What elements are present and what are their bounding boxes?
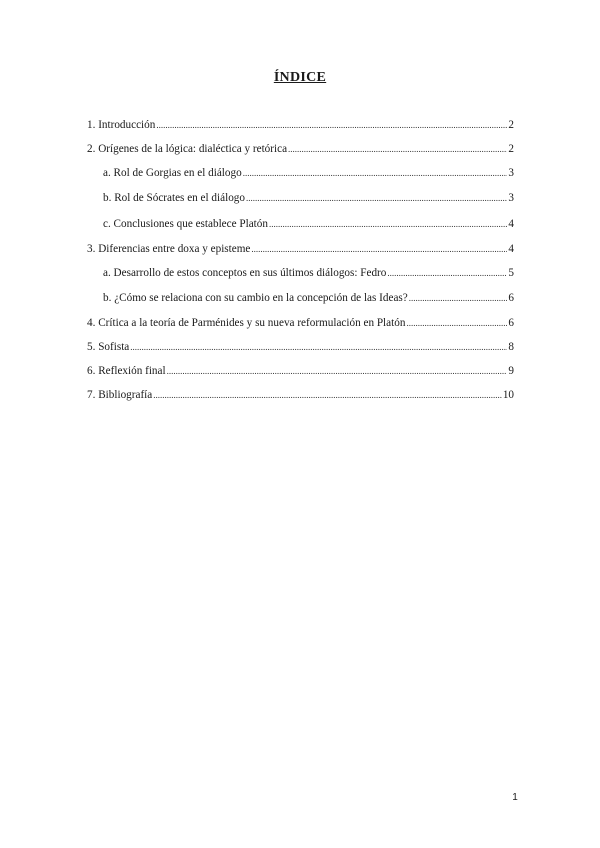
toc-leader-dots [130,340,507,354]
toc-entry-page: 6 [508,317,514,329]
toc-leader-dots [153,388,502,402]
toc-entry-page: 5 [508,267,514,279]
toc-entry-page: 4 [508,218,514,230]
toc-entry-socrates[interactable] [103,191,514,205]
toc-entry-bibliografia[interactable] [87,388,514,402]
toc-entry-text: 2. Orígenes de la lógica: dialéctica y retórica [87,143,288,155]
toc-entry-text: 7. Bibliografía [87,389,153,401]
toc-leader-dots [406,316,507,330]
toc-entry-origenes[interactable] [87,142,514,156]
toc-entry-diferencias[interactable] [87,242,514,256]
toc-leader-dots [387,266,507,280]
toc-entry-page: 3 [508,192,514,204]
toc-entry-text: 4. Crítica a la teoría de Parménides y su nueva reformulación en Platón [87,317,406,329]
toc-leader-dots [167,364,508,378]
toc-entry-text: 5. Sofista [87,341,130,353]
toc-entry-page: 9 [508,365,514,377]
toc-entry-parmenides[interactable] [87,316,514,330]
toc-entry-conclusiones[interactable] [103,217,514,231]
toc-title: ÍNDICE [273,70,327,85]
toc-entry-ideas[interactable] [103,291,514,305]
toc-leader-dots [243,166,508,180]
toc-entry-page: 2 [508,143,514,155]
toc-entry-text: b. Rol de Sócrates en el diálogo [103,192,245,204]
toc-entry-page: 6 [508,292,514,304]
toc-entry-text: 1. Introducción [87,119,156,131]
toc-entry-page: 4 [508,243,514,255]
toc-entry-text: a. Rol de Gorgias en el diálogo [103,167,242,179]
page-number: 1 [512,792,518,803]
toc-entry-page: 2 [508,119,514,131]
toc-leader-dots [288,142,507,156]
toc-entry-reflexion[interactable] [87,364,514,378]
toc-leader-dots [246,191,507,205]
toc-entry-text: 3. Diferencias entre doxa y episteme [87,243,251,255]
toc-leader-dots [409,291,508,305]
toc-entry-text: c. Conclusiones que establece Platón [103,218,268,230]
toc-entry-introduccion[interactable] [87,118,514,132]
toc-entry-text: b. ¿Cómo se relaciona con su cambio en la concepción de las Ideas? [103,292,408,304]
toc-entry-page: 10 [502,389,514,401]
toc-entry-text: a. Desarrollo de estos conceptos en sus últimos diálogos: Fedro [103,267,387,279]
toc-entry-page: 3 [508,167,514,179]
toc-leader-dots [269,217,507,231]
toc-entry-text: 6. Reflexión final [87,365,166,377]
toc-entry-sofista[interactable] [87,340,514,354]
toc-entry-page: 8 [508,341,514,353]
toc-leader-dots [251,242,507,256]
toc-entry-gorgias[interactable] [103,166,514,180]
toc-entry-desarrollo[interactable] [103,266,514,280]
toc-leader-dots [156,118,507,132]
